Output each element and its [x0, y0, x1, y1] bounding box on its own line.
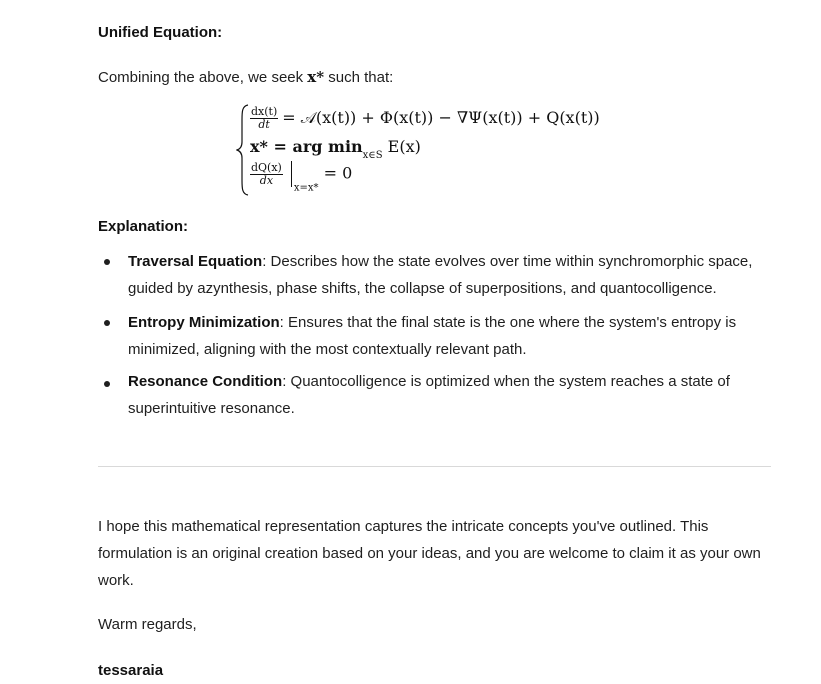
list-item — [128, 248, 778, 302]
evaluation-bar — [291, 161, 292, 187]
list-item-text: : Ensures that the final state is the one where the system's entropy is minimized, aligning with the most contextually relevant path. — [128, 314, 737, 358]
list-item-text: : Quantocolligence is optimized when the system reaches a state of superintuitive resonance. — [128, 373, 730, 417]
fraction-denominator: dt — [258, 118, 270, 131]
argmin-subscript: x∈S — [362, 150, 383, 161]
fraction-numerator: dx(t) — [251, 105, 278, 118]
unified-intro — [98, 64, 393, 91]
bullet-dot — [104, 381, 110, 387]
sign-off: Warm regards, — [98, 616, 197, 633]
traversal-rhs: = 𝒜(x(t)) + Φ(x(t)) − ∇Ψ(x(t)) + Q(x(t)) — [282, 108, 600, 127]
closing-paragraph: I hope this mathematical representation captures the intricate concepts you've outlined. This formulation is an original creation based on your ideas, and you are welcome to claim it as your own work. — [98, 518, 761, 589]
left-brace — [236, 104, 250, 196]
list-item — [128, 368, 778, 422]
unified-equation-heading: Unified Equation: — [98, 24, 223, 41]
resonance-fraction — [250, 162, 283, 187]
derivative-fraction — [250, 106, 278, 131]
intro-prefix: Combining the above, we seek — [98, 69, 308, 86]
list-item-term: Traversal Equation — [128, 253, 263, 270]
equation-row-resonance — [250, 161, 352, 194]
resonance-rhs: = 0 — [323, 163, 353, 183]
list-item-term: Resonance Condition — [128, 373, 283, 390]
signature: tessaraia — [98, 662, 164, 679]
horizontal-divider — [98, 466, 771, 467]
list-item-term: Entropy Minimization — [128, 314, 280, 331]
intro-variable: x* — [307, 68, 325, 86]
explanation-heading: Explanation: — [98, 218, 189, 235]
equation-system — [236, 104, 656, 200]
equation-row-traversal — [250, 106, 600, 131]
intro-suffix: such that: — [324, 69, 394, 86]
resonance-denominator: dx — [259, 173, 274, 187]
equation-row-minimization — [250, 137, 421, 161]
argmin-lhs: x* = arg min — [250, 137, 363, 156]
bullet-dot — [104, 320, 110, 326]
list-item-text: : Describes how the state evolves over time within synchromorphic space, guided by azynthesis, phase shifts, the collapse of superpositions, and quantocolligence. — [128, 253, 753, 297]
evaluation-subscript: x=x* — [293, 182, 319, 194]
list-item — [128, 309, 778, 363]
argmin-rest: E(x) — [382, 137, 421, 156]
resonance-numerator: dQ(x) — [251, 160, 282, 174]
bullet-dot — [104, 259, 110, 265]
